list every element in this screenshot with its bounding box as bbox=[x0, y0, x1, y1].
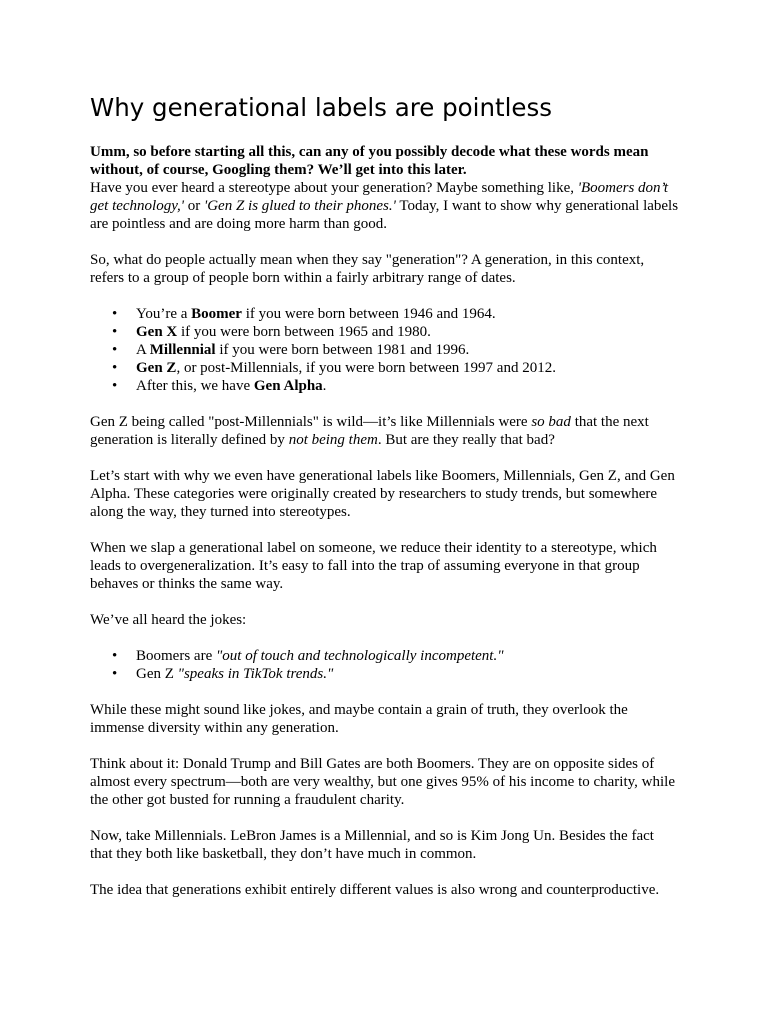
bullet-icon: • bbox=[112, 378, 118, 394]
generation-list bbox=[90, 305, 680, 395]
paragraph-values: The idea that generations exhibit entirely different values is also wrong and counterproductive. bbox=[90, 882, 660, 898]
intro-paragraph: Umm, so before starting all this, can any of you possibly decode what these words mean without, of course, Googling them? We’ll get into this later. bbox=[90, 144, 649, 178]
document-title: Why generational labels are pointless bbox=[90, 93, 552, 122]
quote-boomers: 'Boomers don’t get technology,' bbox=[90, 180, 669, 214]
text-run: Gen Z being called "post-Millennials" is wild—it’s like Millennials were bbox=[90, 414, 532, 430]
paragraph-post-millennials bbox=[90, 413, 680, 449]
document-body bbox=[90, 143, 680, 917]
jokes-list bbox=[90, 647, 680, 683]
text-run: After this, we have bbox=[136, 378, 254, 394]
text-run: or bbox=[184, 198, 205, 214]
text-run: that the next generation is literally defined by bbox=[90, 414, 649, 448]
bullet-icon: • bbox=[112, 324, 118, 340]
paragraph-diversity: While these might sound like jokes, and maybe contain a grain of truth, they overlook the immense diversity within any generation. bbox=[90, 702, 628, 736]
list-item bbox=[90, 305, 680, 323]
paragraph-millennials-example: Now, take Millennials. LeBron James is a Millennial, and so is Kim Jong Un. Besides the fact that they both like basketball, they don’t have much in common. bbox=[90, 828, 654, 862]
list-item bbox=[90, 377, 680, 395]
text-run: if you were born between 1946 and 1964. bbox=[241, 306, 496, 322]
text-run: , or post-Millennials, if you were born between 1997 and 2012. bbox=[176, 360, 556, 376]
text-run: . But are they really that bad? bbox=[377, 432, 555, 448]
text-run: You’re a bbox=[136, 306, 192, 322]
paragraph-overgeneralization: When we slap a generational label on someone, we reduce their identity to a stereotype, which leads to overgeneralization. It’s easy to fall into the trap of assuming everyone in that group behaves or thinks the same way. bbox=[90, 540, 657, 592]
bullet-icon: • bbox=[112, 666, 118, 682]
bullet-icon: • bbox=[112, 648, 118, 664]
paragraph-definition: So, what do people actually mean when they say "generation"? A generation, in this context, refers to a group of people born within a fairly arbitrary range of dates. bbox=[90, 252, 645, 286]
text-run: if you were born between 1965 and 1980. bbox=[177, 324, 431, 340]
generation-name: Gen X bbox=[136, 324, 178, 340]
text-run: if you were born between 1981 and 1996. bbox=[215, 342, 470, 358]
list-item bbox=[90, 647, 680, 665]
list-item bbox=[90, 323, 680, 341]
generation-name: Boomer bbox=[191, 306, 242, 322]
generation-name: Gen Z bbox=[136, 360, 177, 376]
emphasis: not being them bbox=[288, 432, 378, 448]
text-run: Have you ever heard a stereotype about your generation? Maybe something like, bbox=[90, 180, 578, 196]
joke-quote: "speaks in TikTok trends." bbox=[177, 666, 334, 682]
list-item bbox=[90, 665, 680, 683]
text-run: Today, I want to show why generational labels are pointless and are doing more harm than good. bbox=[90, 198, 679, 232]
text-run: Boomers are bbox=[136, 648, 216, 664]
paragraph-boomers-example: Think about it: Donald Trump and Bill Gates are both Boomers. They are on opposite sides of almost every spectrum—both are very wealthy, but one gives 95% of his income to charity, while the other got busted for running a fraudulent charity. bbox=[90, 756, 675, 808]
list-item bbox=[90, 341, 680, 359]
emphasis: so bad bbox=[531, 414, 571, 430]
quote-genz: 'Gen Z is glued to their phones.' bbox=[204, 198, 396, 214]
bullet-icon: • bbox=[112, 306, 118, 322]
paragraph-stereotypes bbox=[90, 179, 680, 233]
bullet-icon: • bbox=[112, 342, 118, 358]
paragraph-origins: Let’s start with why we even have generational labels like Boomers, Millennials, Gen Z, and Gen Alpha. These categories were originally created by researchers to study trends, but somewhere along the way, they turned into stereotypes. bbox=[90, 468, 675, 520]
list-item bbox=[90, 359, 680, 377]
text-run: Gen Z bbox=[136, 666, 178, 682]
bullet-icon: • bbox=[112, 360, 118, 376]
paragraph-jokes-intro: We’ve all heard the jokes: bbox=[90, 612, 247, 628]
text-run: . bbox=[322, 378, 327, 394]
generation-name: Gen Alpha bbox=[253, 378, 323, 394]
joke-quote: "out of touch and technologically incompetent." bbox=[215, 648, 504, 664]
generation-name: Millennial bbox=[149, 342, 216, 358]
text-run: A bbox=[136, 342, 150, 358]
